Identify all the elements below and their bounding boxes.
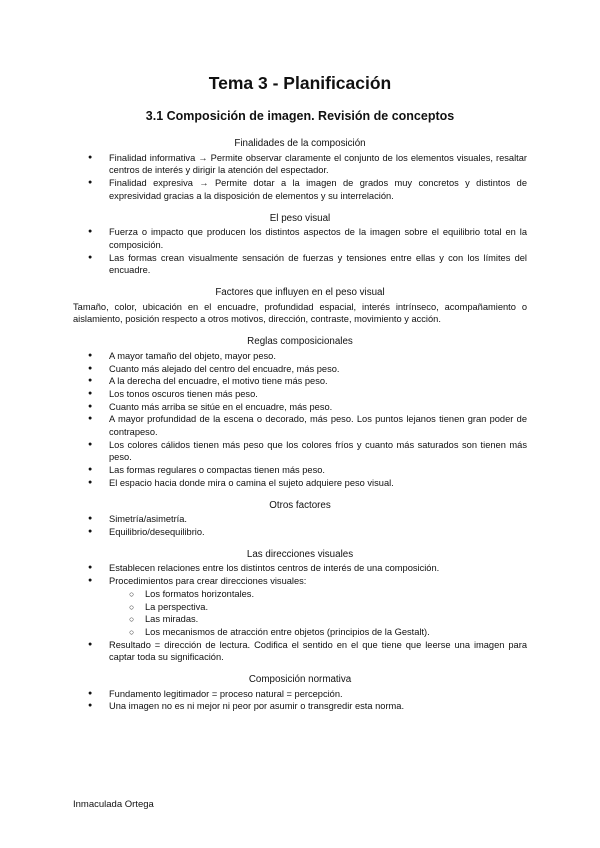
sub-list: [73, 588, 527, 639]
list-item: ● Las formas regulares o compactas tienen más peso.: [73, 464, 527, 477]
bullet-list: [73, 226, 527, 277]
bullet-list: [73, 562, 527, 587]
list-item: ● Finalidad expresiva → Permite dotar a la imagen de grados muy concretos y distintos de expresividad gracias a la disposición de elementos y su interrelación.: [73, 177, 527, 202]
list-item: ● Cuanto más alejado del centro del encuadre, más peso.: [73, 363, 527, 376]
document-content: [73, 138, 527, 723]
list-item: ● Una imagen no es ni mejor ni peor por asumir o transgredir esta norma.: [73, 700, 527, 713]
list-item: ● Resultado = dirección de lectura. Codifica el sentido en el que tiene que leerse una imagen para captar toda su significación.: [73, 639, 527, 664]
list-item: ● A mayor profundidad de la escena o decorado, más peso. Los puntos lejanos tienen gran poder de contrapeso.: [73, 413, 527, 438]
sub-list-item: ○ La perspectiva.: [73, 601, 527, 614]
list-item: ● Equilibrio/desequilibrio.: [73, 526, 527, 539]
list-item: ● Fundamento legitimador = proceso natural = percepción.: [73, 688, 527, 701]
section-peso-visual: [73, 213, 527, 278]
section-reglas: [73, 336, 527, 489]
section-direcciones: [73, 549, 527, 664]
section-heading: Otros factores: [269, 499, 331, 511]
section-heading: Reglas composicionales: [247, 336, 353, 348]
author-footer: Inmaculada Ortega: [73, 799, 154, 810]
list-item: ● Simetría/asimetría.: [73, 513, 527, 526]
section-otros-factores: [73, 500, 527, 539]
sub-list-item: ○ Las miradas.: [73, 613, 527, 626]
section-finalidades: [73, 138, 527, 203]
list-item: ● Cuanto más arriba se sitúe en el encuadre, más peso.: [73, 401, 527, 414]
sub-list-item: ○ Los mecanismos de atracción entre objetos (principios de la Gestalt).: [73, 626, 527, 639]
list-item: ● A mayor tamaño del objeto, mayor peso.: [73, 350, 527, 363]
list-item: ● Los colores cálidos tienen más peso que los colores fríos y cuanto más saturados son tienen más peso.: [73, 439, 527, 464]
section-factores: [73, 287, 527, 326]
section-heading: El peso visual: [269, 212, 331, 224]
bullet-list: [73, 688, 527, 713]
section-subtitle: 3.1 Composición de imagen. Revisión de conceptos: [145, 109, 455, 123]
list-item: ● Establecen relaciones entre los distintos centros de interés de una composición.: [73, 562, 527, 575]
section-heading: Finalidades de la composición: [234, 138, 366, 149]
sub-list-item: ○ Los formatos horizontales.: [73, 588, 527, 601]
paragraph: Tamaño, color, ubicación en el encuadre, profundidad espacial, interés intrínseco, acompañamiento o aislamiento, posición respecto a otros motivos, dirección, contraste, movimiento y acción.: [73, 301, 527, 325]
bullet-list: [73, 152, 527, 203]
section-heading: Composición normativa: [248, 674, 352, 686]
list-item-text: Procedimientos para crear direcciones visuales:: [109, 576, 307, 587]
list-item: ● El espacio hacia donde mira o camina el sujeto adquiere peso visual.: [73, 477, 527, 490]
bullet-list: [73, 639, 527, 664]
list-item: [73, 575, 527, 588]
list-item: ● Los tonos oscuros tienen más peso.: [73, 388, 527, 401]
bullet-list: [73, 513, 527, 538]
list-item: ● Finalidad informativa → Permite observar claramente el conjunto de los elementos visuales, resaltar centros de interés y dirigir la atención del espectador.: [73, 152, 527, 177]
list-item: ● Fuerza o impacto que producen los distintos aspectos de la imagen sobre el equilibrio total en la composición.: [73, 226, 527, 251]
list-item: ● A la derecha del encuadre, el motivo tiene más peso.: [73, 375, 527, 388]
section-heading: Las direcciones visuales: [246, 548, 354, 560]
page-title: Tema 3 - Planificación: [208, 73, 392, 93]
bullet-list: [73, 350, 527, 490]
list-item: ● Las formas crean visualmente sensación de fuerzas y tensiones entre ellas y con los límites del encuadre.: [73, 252, 527, 277]
section-heading: Factores que influyen en el peso visual: [215, 287, 385, 299]
section-normativa: [73, 674, 527, 713]
